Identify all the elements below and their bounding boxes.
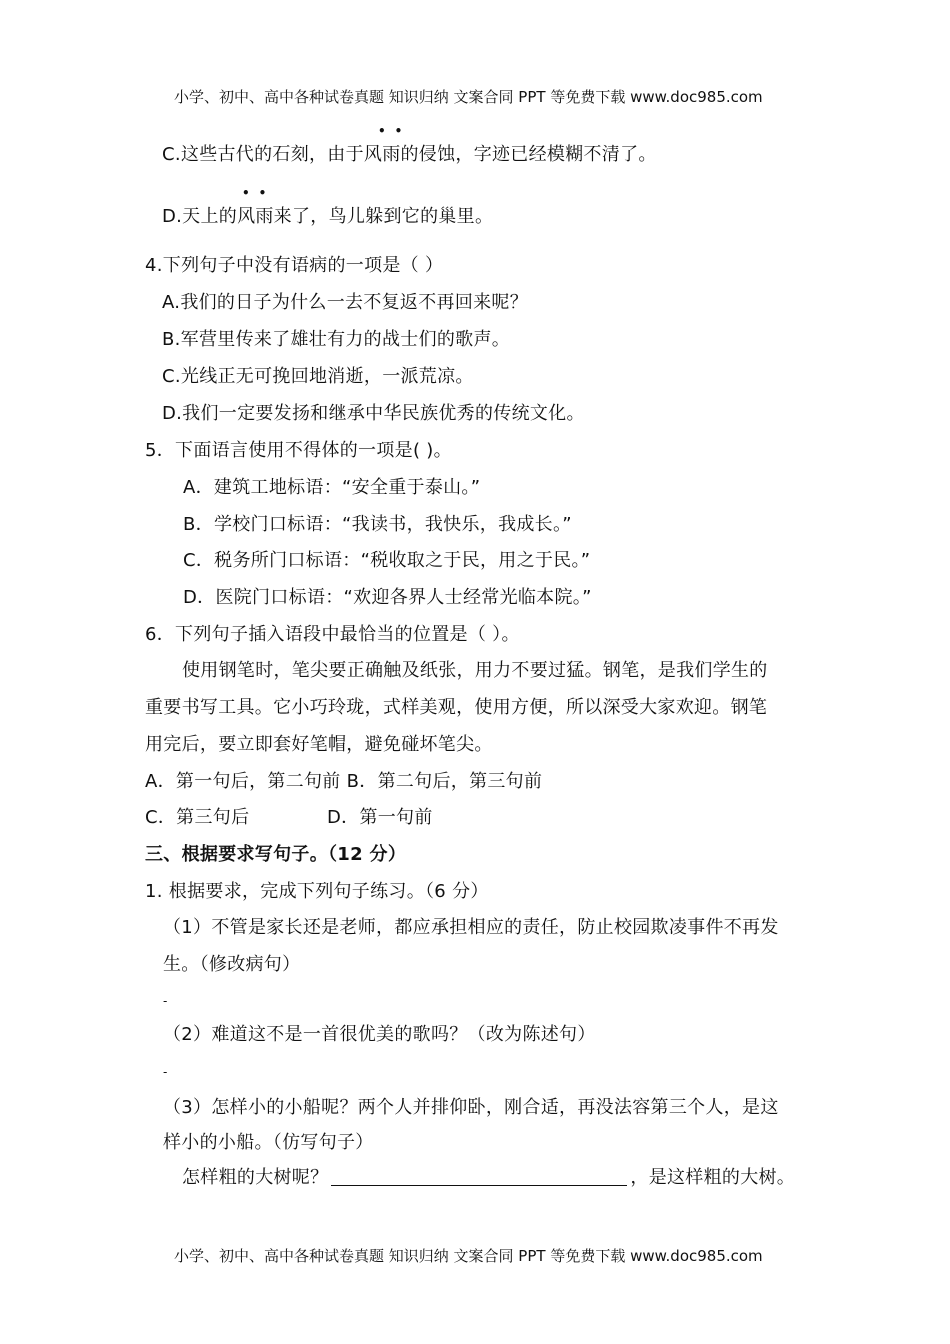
sentence-1-line: （1）不管是家长还是老师，都应承担相应的责任，防止校园欺凌事件不再发 (163, 917, 779, 938)
sentence-1-line: 生。（修改病句） (163, 954, 301, 975)
q4-option-b: B.军营里传来了雄壮有力的战士们的歌声。 (162, 329, 511, 350)
q5-stem: 5．下面语言使用不得体的一项是( )。 (145, 440, 452, 461)
imitation-suffix: ，是这样粗的大树。 (630, 1167, 796, 1188)
q3-option-c: C.这些古代的石刻，由于风雨的侵蚀，字迹已经模糊不清了。 (162, 144, 657, 165)
imitation-prefix: 怎样粗的大树呢？ (182, 1167, 329, 1188)
page-footer: 小学、初中、高中各种试卷真题 知识归纳 文案合同 PPT 等免费下载 www.doc985.com (174, 1247, 763, 1265)
emphasis-dots: •• (378, 124, 412, 138)
q6-passage-line: 使用钢笔时，笔尖要正确触及纸张，用力不要过猛。钢笔，是我们学生的 (182, 660, 768, 681)
sentence-3-line: （3）怎样小的小船呢？两个人并排仰卧，刚合适，再没法容第三个人，是这 (163, 1097, 779, 1118)
q4-option-d: D.我们一定要发扬和继承中华民族优秀的传统文化。 (162, 403, 585, 424)
page-header: 小学、初中、高中各种试卷真题 知识归纳 文案合同 PPT 等免费下载 www.doc985.com (174, 88, 763, 106)
q6-stem: 6．下列句子插入语段中最恰当的位置是（ ）。 (145, 624, 520, 645)
q4-option-a: A.我们的日子为什么一去不复返不再回来呢？ (162, 292, 529, 313)
imitation-line (182, 1163, 795, 1189)
q6-option-d: D．第一句前 (327, 807, 433, 828)
q5-option-b: B．学校门口标语：“我读书，我快乐，我成长。” (183, 514, 572, 535)
answer-blank-2[interactable]: - (163, 1065, 168, 1079)
q4-option-c: C.光线正无可挽回地消逝，一派荒凉。 (162, 366, 474, 387)
emphasis-dots: •• (242, 186, 276, 200)
sentence-3-line: 样小的小船。（仿写句子） (163, 1132, 374, 1153)
q3-option-d: D.天上的风雨来了，鸟儿躲到它的巢里。 (162, 206, 494, 227)
q4-stem: 4.下列句子中没有语病的一项是（ ） (145, 255, 444, 276)
section-title: 三、根据要求写句子。（12 分） (145, 844, 407, 865)
q6-options-ab: A．第一句后，第二句前 B．第二句后，第三句前 (145, 771, 543, 792)
q6-option-c: C．第三句后 (145, 807, 250, 828)
q5-option-c: C．税务所门口标语：“税收取之于民，用之于民。” (183, 550, 591, 571)
fill-in-blank[interactable] (331, 1167, 627, 1186)
q5-option-a: A．建筑工地标语：“安全重于泰山。” (183, 477, 481, 498)
q5-option-d: D．医院门口标语：“欢迎各界人士经常光临本院。” (183, 587, 592, 608)
section3-q1: 1. 根据要求，完成下列句子练习。（6 分） (145, 881, 489, 902)
q6-passage-line: 用完后，要立即套好笔帽，避免碰坏笔尖。 (145, 734, 493, 755)
sentence-2: （2）难道这不是一首很优美的歌吗？（改为陈述句） (163, 1024, 596, 1045)
q6-passage-line: 重要书写工具。它小巧玲珑，式样美观，使用方便，所以深受大家欢迎。钢笔 (145, 697, 768, 718)
answer-blank-1[interactable]: - (163, 994, 168, 1008)
